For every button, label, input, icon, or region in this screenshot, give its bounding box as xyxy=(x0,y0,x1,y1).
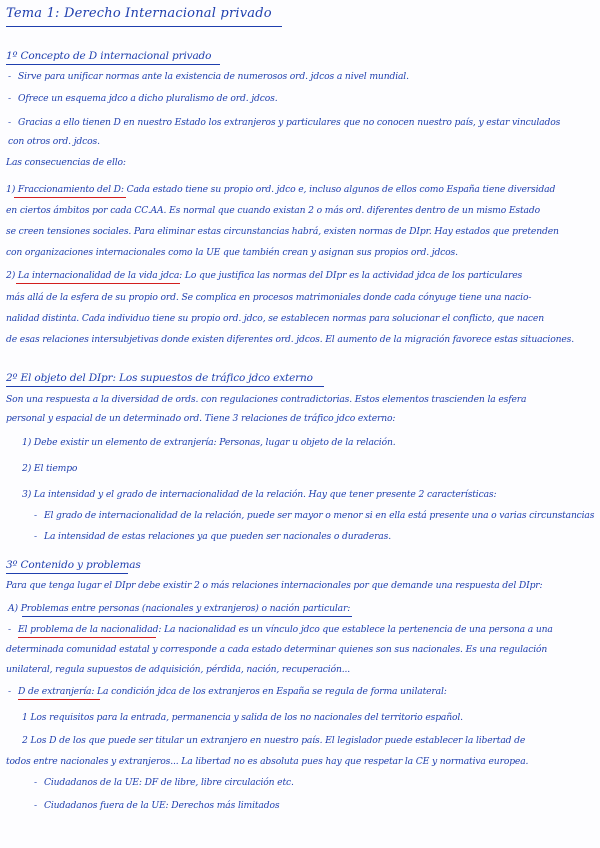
list-item: - Gracias a ello tienen D en nuestro Estado los extranjeros y particulares que no conocen nuestro país, y estar vinculados xyxy=(8,117,561,128)
paragraph-line: Para que tenga lugar el DIpr debe existir 2 o más relaciones internacionales por que demande una respuesta del DIpr: xyxy=(6,580,543,591)
subsection-heading: A) Problemas entre personas (nacionales y extranjeros) o nación particular: xyxy=(8,603,351,614)
list-item: - Ofrece un esquema jdco a dicho pluralismo de ord. jdcos. xyxy=(8,93,278,104)
paragraph-lead: 1) Fraccionamiento del D: xyxy=(6,184,124,195)
paragraph-lead: El problema de la nacionalidad: xyxy=(18,624,162,635)
paragraph-line: con organizaciones internacionales como la UE que también crean y asignan sus propios ord. jdcos. xyxy=(6,247,458,258)
list-item: - Sirve para unificar normas ante la existencia de numerosos ord. jdcos a nivel mundial. xyxy=(8,71,409,82)
red-underline xyxy=(18,699,100,700)
sub-list-item: - El grado de internacionalidad de la relación, puede ser mayor o menor si en ella está presente una o varias circunstancias xyxy=(34,510,595,521)
list-item: 3) La intensidad y el grado de internacionalidad de la relación. Hay que tener presente 2 características: xyxy=(22,489,497,500)
red-underline xyxy=(18,637,156,638)
paragraph-extranjeria: - D de extranjería: La condición jdca de los extranjeros en España se regula de forma unilateral: xyxy=(8,686,447,697)
paragraph-line: todos entre nacionales y extranjeros... La libertad no es absoluta pues hay que respetar la CE y normativa europea. xyxy=(6,756,529,767)
paragraph-lead: 2) La internacionalidad de la vida jdca: xyxy=(6,270,183,281)
paragraph-line: determinada comunidad estatal y corresponde a cada estado determinar quienes son sus nacionales. Es una regulación xyxy=(6,644,548,655)
list-item: 1 Los requisitos para la entrada, permanencia y salida de los no nacionales del territorio español. xyxy=(22,712,463,723)
list-item-continuation: con otros ord. jdcos. xyxy=(8,136,100,147)
list-item: 1) Debe existir un elemento de extranjería: Personas, lugar u objeto de la relación. xyxy=(22,437,396,448)
paragraph-internacionalidad: 2) La internacionalidad de la vida jdca: Lo que justifica las normas del DIpr es la actividad jdca de los particulares xyxy=(6,270,523,281)
list-item: 2 Los D de los que puede ser titular un extranjero en nuestro país. El legislador puede establecer la libertad de xyxy=(22,735,526,746)
section-1-underline xyxy=(6,64,220,65)
sub-list-item: - Ciudadanos de la UE: DF de libre, libre circulación etc. xyxy=(34,777,294,788)
subsection-underline xyxy=(22,616,352,617)
section-1-heading: 1º Concepto de D internacional privado xyxy=(6,50,212,62)
paragraph-line: personal y espacial de un determinado ord. Tiene 3 relaciones de tráfico jdco externo: xyxy=(6,413,396,424)
title-underline xyxy=(6,26,282,27)
paragraph-line: nalidad distinta. Cada individuo tiene su propio ord. jdco, se establecen normas para solucionar el conflicto, que nacen xyxy=(6,313,544,324)
paragraph-line: de esas relaciones intersubjetivas donde existen diferentes ord. jdcos. El aumento de la migración favorece estas situaciones. xyxy=(6,334,574,345)
paragraph-line: más allá de la esfera de su propio ord. Se complica en procesos matrimoniales donde cada cónyuge tiene una nacio- xyxy=(6,292,532,303)
sub-list-item: - Ciudadanos fuera de la UE: Derechos más limitados xyxy=(34,800,280,811)
paragraph-line: se creen tensiones sociales. Para eliminar estas circunstancias habrá, existen normas de DIpr. Hay estados que pretenden xyxy=(6,226,559,237)
paragraph-line: en ciertos ámbitos por cada CC.AA. Es normal que cuando existan 2 o más ord. diferentes dentro de un mismo Estado xyxy=(6,205,540,216)
page-title: Tema 1: Derecho Internacional privado xyxy=(6,6,272,21)
paragraph-lead: D de extranjería: xyxy=(18,686,95,697)
paragraph-line: unilateral, regula supuestos de adquisición, pérdida, nación, recuperación... xyxy=(6,664,351,675)
red-underline xyxy=(14,197,126,198)
list-item: 2) El tiempo xyxy=(22,463,78,474)
consequences-label: Las consecuencias de ello: xyxy=(6,157,126,168)
paragraph-nacionalidad: - El problema de la nacionalidad: La nacionalidad es un vínculo jdco que establece la pertenencia de una persona a una xyxy=(8,624,553,635)
paragraph-line: Son una respuesta a la diversidad de ords. con regulaciones contradictorias. Estos elementos trascienden la esfera xyxy=(6,394,527,405)
section-2-underline xyxy=(6,386,324,387)
red-underline xyxy=(16,283,180,284)
section-3-underline xyxy=(6,573,128,574)
section-2-heading: 2º El objeto del DIpr: Los supuestos de tráfico jdco externo xyxy=(6,372,313,384)
section-3-heading: 3º Contenido y problemas xyxy=(6,559,141,571)
sub-list-item: - La intensidad de estas relaciones ya que pueden ser nacionales o duraderas. xyxy=(34,531,391,542)
paragraph-fraccionamiento: 1) Fraccionamiento del D: Cada estado tiene su propio ord. jdco e, incluso algunos de ellos como España tiene diversidad xyxy=(6,184,556,195)
